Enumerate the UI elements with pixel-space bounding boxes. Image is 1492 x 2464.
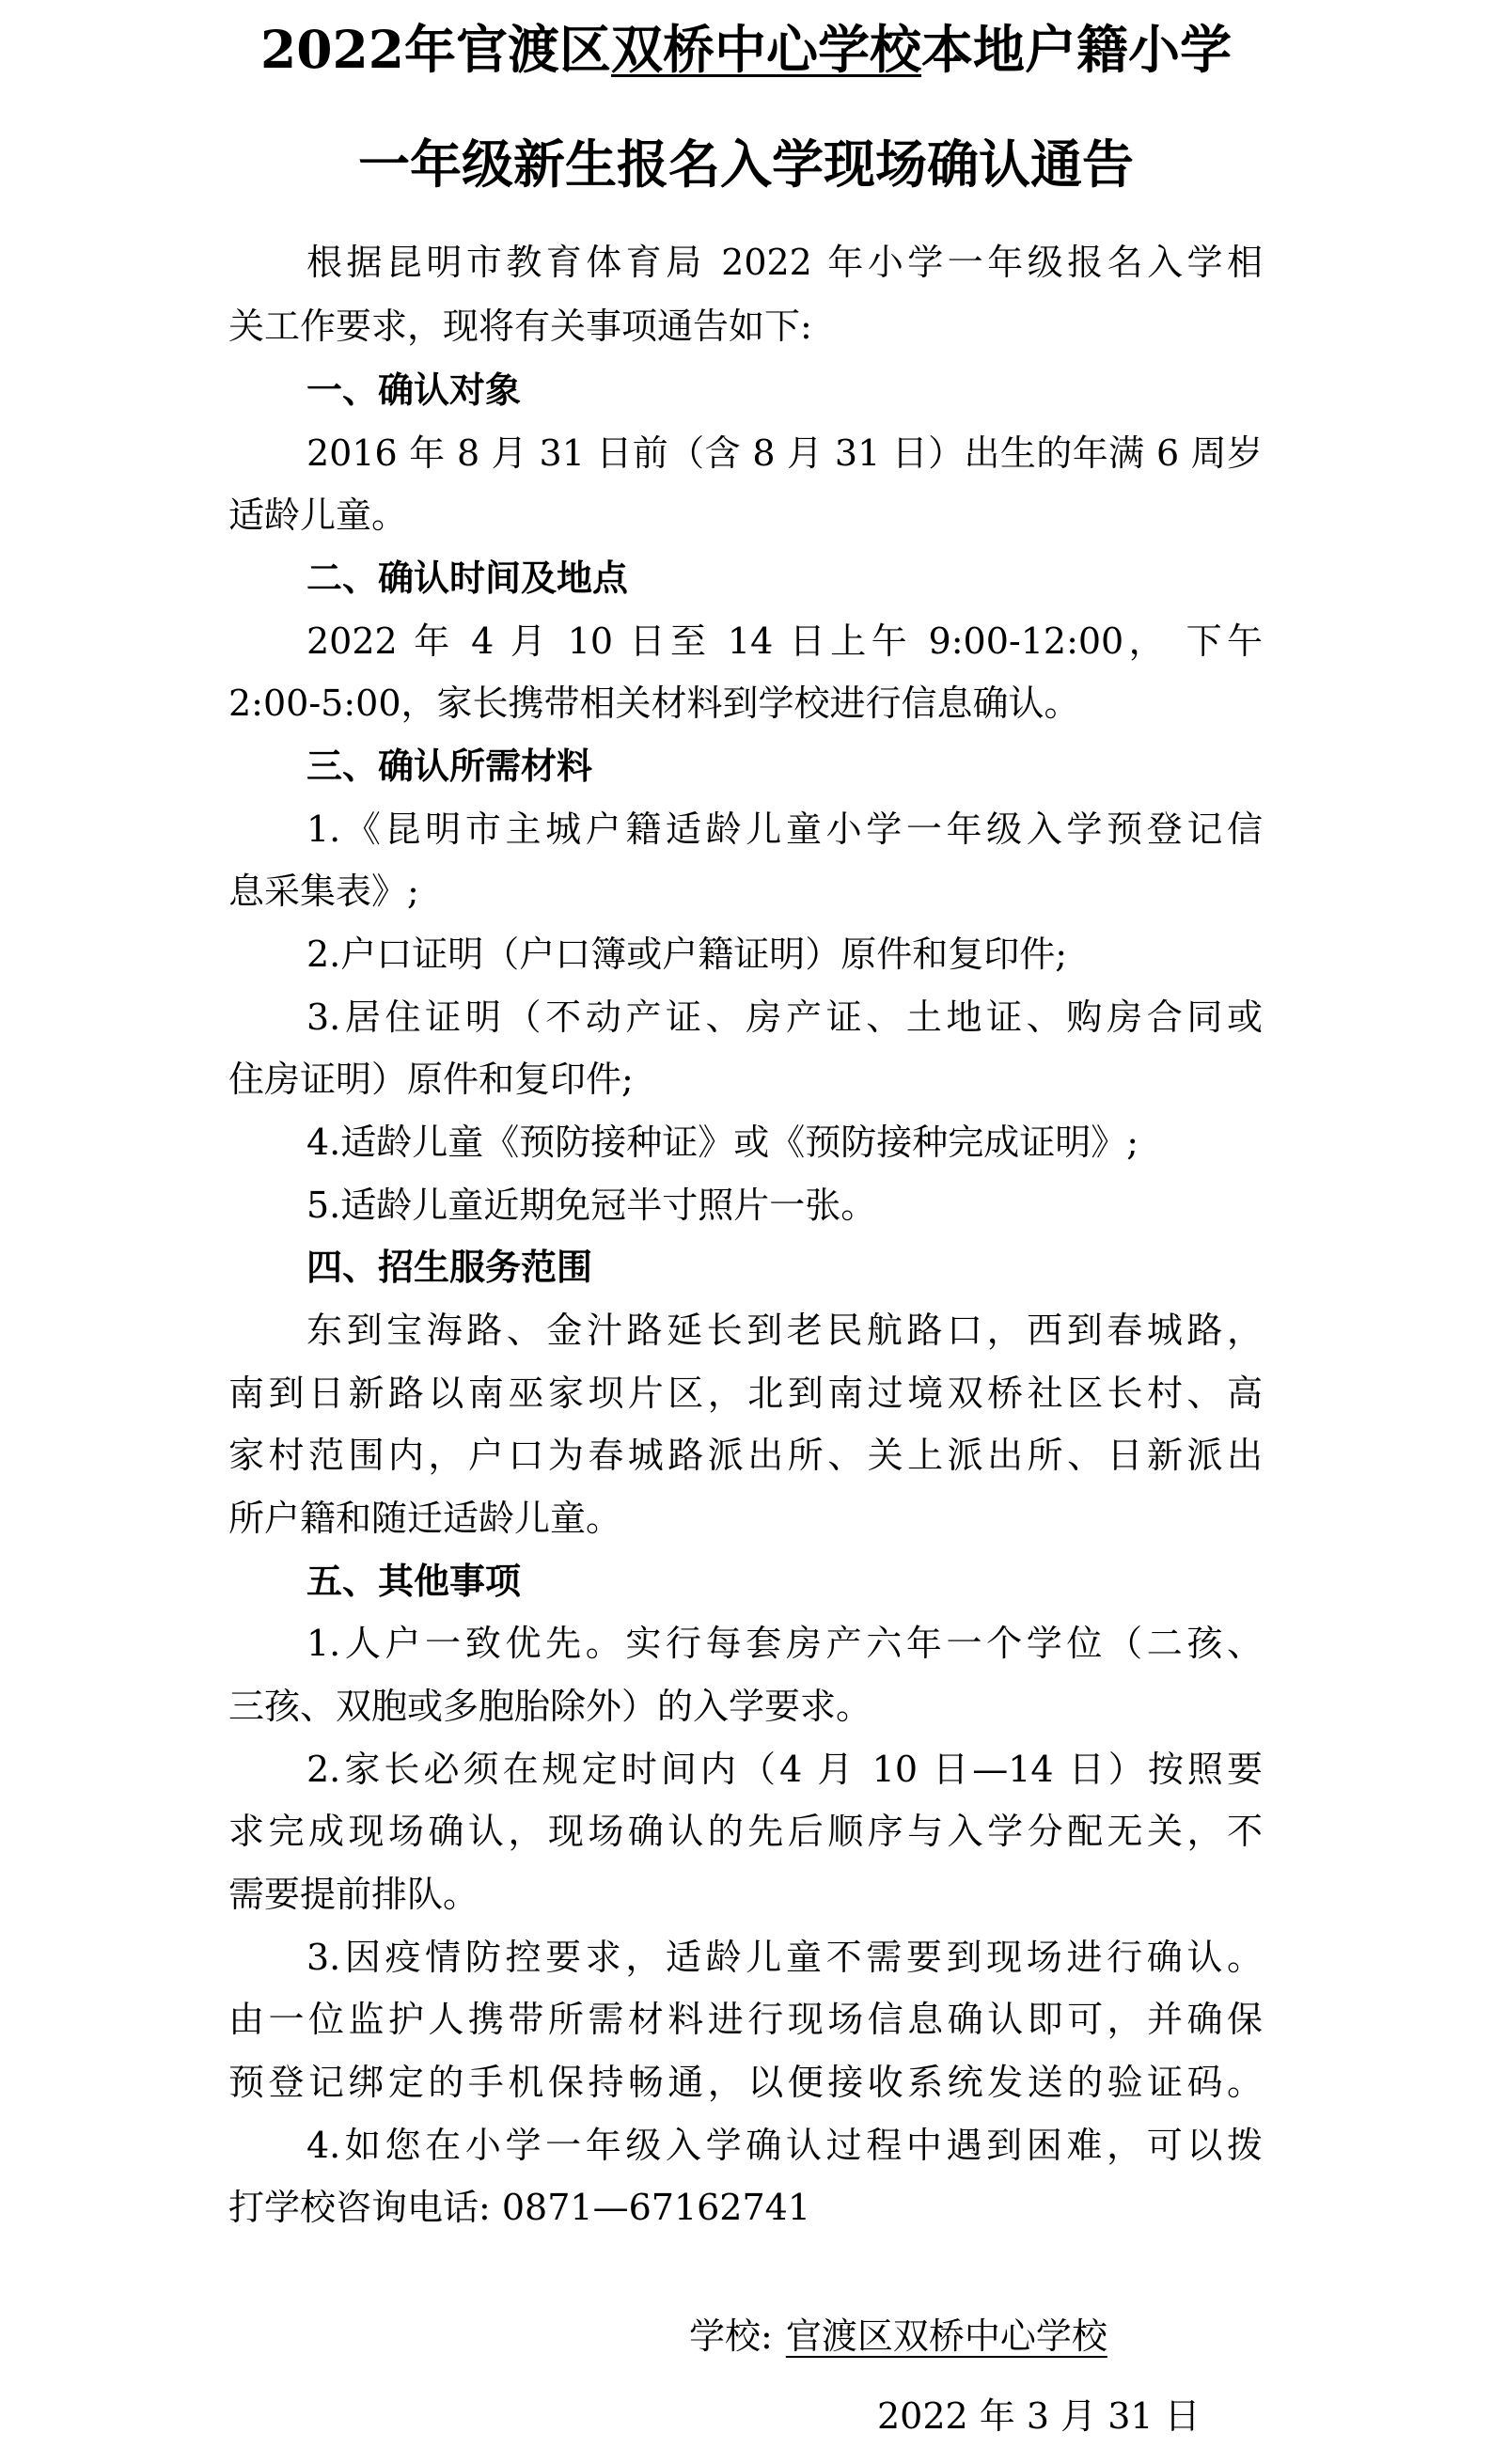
list-item: 1.人户一致优先。实行每套房产六年一个学位（二孩、 [306, 1623, 1263, 1664]
list-item: 求完成现场确认，现场确认的先后顺序与入学分配无关，不 [228, 1811, 1263, 1852]
list-item: 由一位监护人携带所需材料进行现场信息确认即可，并确保 [228, 1999, 1263, 2040]
list-item: 三孩、双胞或多胞胎除外）的入学要求。 [228, 1686, 872, 1727]
list-item: 4.如您在小学一年级入学确认过程中遇到困难，可以拨 [306, 2125, 1263, 2166]
signature-date: 2022 年 3 月 31 日 [877, 2395, 1201, 2437]
section-heading: 一、确认对象 [306, 369, 522, 411]
section-heading: 五、其他事项 [306, 1561, 522, 1602]
title-line-2: 一年级新生报名入学现场确认通告 [357, 133, 1134, 195]
list-item: 3.因疫情防控要求，适龄儿童不需要到现场进行确认。 [306, 1937, 1263, 1978]
title-prefix: 2022年官渡区 [259, 19, 612, 80]
list-item: 住房证明）原件和复印件; [228, 1059, 634, 1100]
paragraph-line: 家村范围内，户口为春城路派出所、关上派出所、日新派出 [228, 1435, 1263, 1476]
intro-text: 根据昆明市教育体育局 2022 年小学一年级报名入学相 [306, 242, 1263, 283]
paragraph-line: 东到宝海路、金汁路延长到老民航路口，西到春城路， [306, 1310, 1263, 1351]
paragraph-line: 所户籍和随迁适龄儿童。 [228, 1498, 622, 1539]
list-item: 4.适龄儿童《预防接种证》或《预防接种完成证明》; [306, 1122, 1139, 1163]
paragraph-line: 南到日新路以南巫家坝片区，北到南过境双桥社区长村、高 [228, 1373, 1263, 1414]
title-suffix: 本地户籍小学 [921, 19, 1233, 80]
list-item: 2.家长必须在规定时间内（4 月 10 日—14 日）按照要 [306, 1749, 1263, 1790]
list-item: 预登记绑定的手机保持畅通，以便接收系统发送的验证码。 [228, 2062, 1263, 2103]
section-heading: 四、招生服务范围 [306, 1247, 593, 1288]
paragraph-line: 适龄儿童。 [228, 494, 408, 536]
list-item: 5.适龄儿童近期免冠半寸照片一张。 [306, 1185, 877, 1226]
list-item: 3.居住证明（不动产证、房产证、土地证、购房合同或 [306, 997, 1263, 1038]
title-line-1 [0, 17, 1492, 83]
signature-school [689, 2313, 1107, 2360]
signature-school-name: 官渡区双桥中心学校 [785, 2315, 1107, 2357]
list-item: 需要提前排队。 [228, 1874, 479, 1915]
phone-line: 打学校咨询电话: 0871—67162741 [228, 2187, 811, 2228]
paragraph-line: 2:00-5:00，家长携带相关材料到学校进行信息确认。 [228, 683, 1080, 724]
list-item: 息采集表》; [228, 871, 419, 912]
list-item: 2.户口证明（户口簿或户籍证明）原件和复印件; [306, 934, 1068, 975]
title-school-underlined: 双桥中心学校 [611, 19, 922, 80]
section-heading: 二、确认时间及地点 [306, 557, 629, 599]
section-heading: 三、确认所需材料 [306, 745, 593, 787]
paragraph-line: 2022 年 4 月 10 日至 14 日上午 9:00-12:00， 下午 [306, 620, 1263, 662]
intro-text: 关工作要求，现将有关事项通告如下: [228, 306, 812, 347]
paragraph-line: 2016 年 8 月 31 日前（含 8 月 31 日）出生的年满 6 周岁 [306, 432, 1263, 474]
signature-label: 学校: [689, 2315, 773, 2357]
list-item: 1.《昆明市主城户籍适龄儿童小学一年级入学预登记信 [306, 808, 1263, 850]
